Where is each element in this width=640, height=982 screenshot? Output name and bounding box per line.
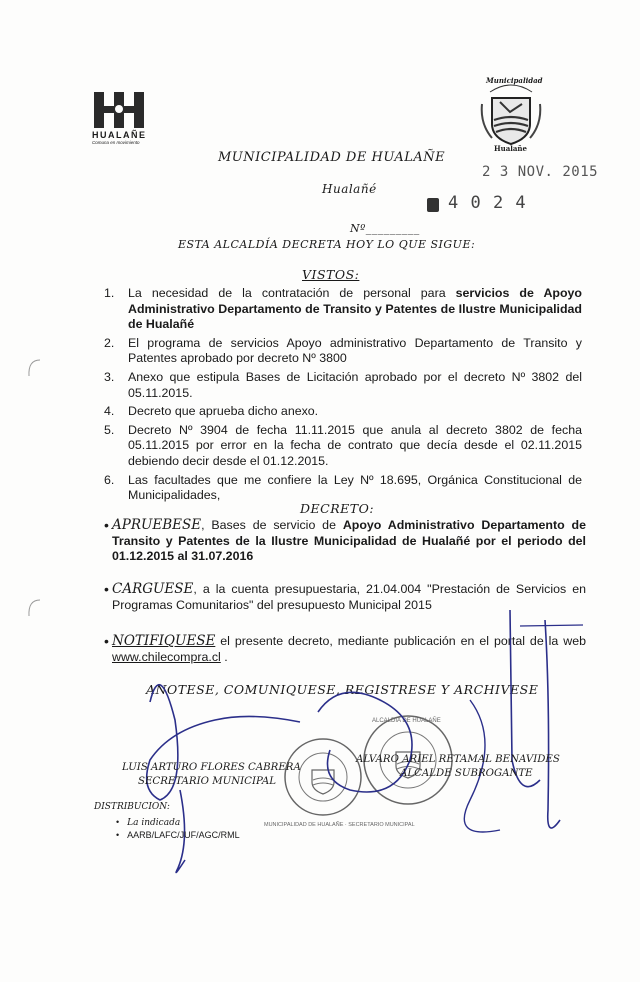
seal-left-text: MUNICIPALIDAD DE HUALAÑE · SECRETARIO MUNICIPAL [264,822,415,828]
crest-top-text: Municipalidad [486,76,543,85]
mayor-name: ALVARO ARIEL RETAMAL BENAVIDES [356,754,560,765]
chilecompra-link[interactable]: www.chilecompra.cl [112,649,221,664]
decreto-heading: DECRETO: [300,501,375,516]
decree-number-stamp: 4 0 2 4 [448,193,527,213]
hh-logo-icon [94,92,144,128]
stamp-mark-icon [427,198,439,212]
list-item: 6. Las facultades que me confiere la Ley Nº 18.695, Orgánica Constitucional de Municipalidades, [104,472,582,503]
place-name: Hualañé [322,182,377,196]
intro-line: ESTA ALCALDÍA DECRETA HOY LO QUE SIGUE: [178,238,476,251]
logo-tagline: Comuna en movimiento [92,140,140,145]
hualane-logo [92,92,150,145]
decree-item-carguese: • CARGUESE, a la cuenta presupuestaria, 21.04.004 "Prestación de Servicios en Programas Comunitarios" del presupuesto Municipal 2015 [104,581,586,612]
distribution-list [116,816,240,841]
vistos-heading: VISTOS: [302,267,360,282]
secretary-seal-icon [282,736,364,818]
page-title: MUNICIPALIDAD DE HUALAÑE [218,150,446,165]
municipal-crest [476,74,546,154]
binder-mark-icon [26,596,44,620]
distribution-heading: DISTRIBUCION: [94,802,170,812]
decree-item-notifiquese: • NOTIFIQUESE el presente decreto, mediante publicación en el portal de la web www.chilecompra.cl . [104,633,586,664]
number-label: Nº_________ [350,222,420,235]
date-stamp: 2 3 NOV. 2015 [482,164,599,180]
binder-mark-icon [26,356,44,380]
logo-text: HUALAÑE [92,130,147,140]
list-item: 3. Anexo que estipula Bases de Licitación aprobado por el decreto Nº 3802 del 05.11.2015. [104,369,582,400]
secretary-role: SECRETARIO MUNICIPAL [138,776,277,787]
list-item: 4. Decreto que aprueba dicho anexo. [104,404,319,419]
vistos-list [104,286,582,507]
secretary-name: LUIS ARTURO FLORES CABRERA [122,762,301,773]
seal-right-text: ALCALDIA DE HUALAÑE [372,718,441,724]
list-item: • La indicada [116,817,181,828]
list-item: 2. El programa de servicios Apoyo administrativo Departamento de Transito y Patentes aprobado por decreto Nº 3800 [104,335,582,366]
list-item: 1. La necesidad de la contratación de personal para servicios de Apoyo Administrativo Departamento de Transito y Patentes de Ilustre Municipalidad de Hualañé [104,286,582,332]
closing-line: ANOTESE, COMUNIQUESE, REGISTRESE Y ARCHIVESE [146,682,539,697]
list-item: 5. Decreto Nº 3904 de fecha 11.11.2015 que anula al decreto 3802 de fecha 05.11.2015 por error en la fecha de contrato que decía desde el 02.11.2015 debiendo decir desde el 01.12.2015. [104,422,582,468]
crest-icon [476,74,546,154]
mayor-role: ALCALDE SUBROGANTE [400,768,533,779]
list-item: • AARB/LAFC/JUF/AGC/RML [116,830,240,840]
crest-bottom-text: Hualañe [494,144,527,153]
decree-item-apruebese: • APRUEBESE, Bases de servicio de Apoyo Administrativo Departamento de Transito y Patentes de la Ilustre Municipalidad de Hualañé por el periodo del 01.12.2015 al 31.07.2016 [104,517,586,564]
